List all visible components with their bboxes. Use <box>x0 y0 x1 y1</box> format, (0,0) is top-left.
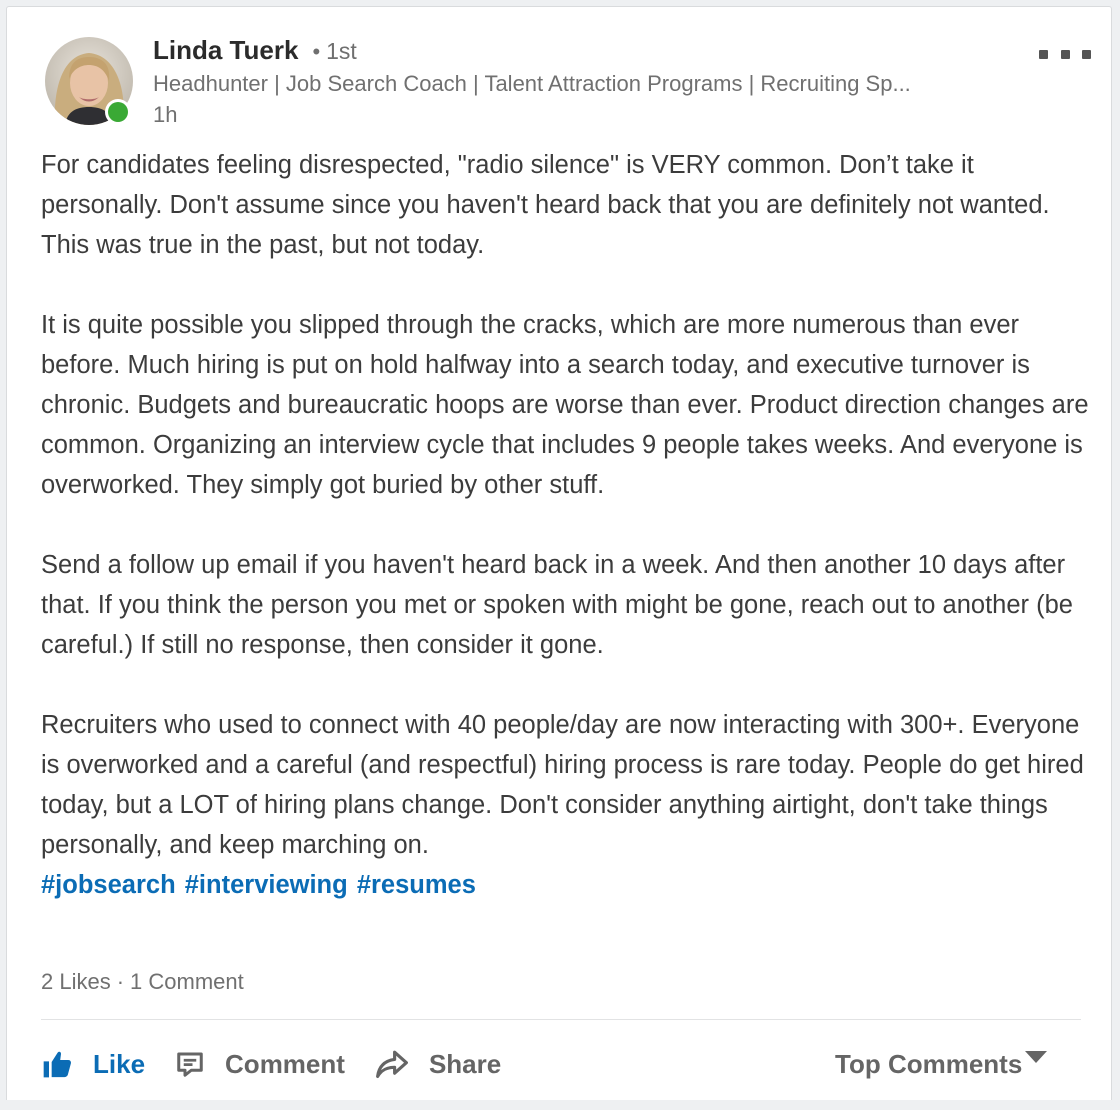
social-counts <box>41 969 244 995</box>
hashtag-link-interviewing[interactable]: #interviewing <box>184 871 348 899</box>
feed-gap <box>6 1100 1112 1110</box>
post-options-button[interactable] <box>1039 43 1091 65</box>
connection-degree: 1st <box>326 38 357 64</box>
overflow-menu-icon <box>1082 50 1091 59</box>
post-paragraph: Send a follow up email if you haven't heard back in a week. And then another 10 days after that. If you think the person you met or spoken with might be gone, reach out to another (be careful.) If still no response, then consider it gone. <box>41 551 1073 659</box>
overflow-menu-icon <box>1061 50 1070 59</box>
comments-sort-dropdown[interactable] <box>835 1044 1048 1084</box>
comments-count[interactable]: 1 Comment <box>130 969 244 994</box>
share-button[interactable] <box>375 1049 501 1080</box>
sort-label: Top Comments <box>835 1048 1023 1079</box>
like-button[interactable] <box>41 1048 145 1080</box>
hashtag-link-resumes[interactable]: #resumes <box>356 871 476 899</box>
author-headline: Headhunter | Job Search Coach | Talent Attraction Programs | Recruiting Sp... <box>153 71 911 96</box>
post-paragraph-last <box>41 705 1093 905</box>
online-status-dot <box>108 102 128 122</box>
comment-icon <box>175 1049 205 1079</box>
overflow-menu-icon <box>1039 50 1048 59</box>
counts-separator: · <box>116 969 125 994</box>
post-timestamp: 1h <box>153 102 178 127</box>
post-paragraph: For candidates feeling disrespected, "radio silence" is VERY common. Don’t take it personally. Don't assume since you haven't heard back that you are definitely not wanted. This was true in the past, but not today. <box>41 151 1050 259</box>
likes-count[interactable]: 2 Likes <box>41 969 111 994</box>
share-arrow-icon <box>375 1049 409 1079</box>
caret-down-icon <box>1024 1050 1048 1064</box>
like-label: Like <box>93 1048 146 1079</box>
post-text <box>41 145 1093 905</box>
post-card <box>6 6 1112 1110</box>
post-actions-bar <box>41 1039 531 1089</box>
post-paragraph: It is quite possible you slipped through the cracks, which are more numerous than ever before. Much hiring is put on hold halfway into a search today, and executive turnover is chronic. Budgets and bureaucratic hoops are worse than ever. Product direction changes are common. Organizing an interview cycle that includes 9 people takes weeks. And everyone is overworked. They simply got buried by other stuff. <box>41 311 1089 499</box>
comment-button[interactable] <box>175 1049 345 1080</box>
degree-separator: • <box>312 39 321 64</box>
presence-indicator <box>105 99 131 125</box>
hashtag-list <box>41 871 478 899</box>
share-label: Share <box>428 1048 502 1079</box>
actions-divider <box>41 1019 1081 1020</box>
comment-label: Comment <box>225 1048 345 1079</box>
hashtag-link-jobsearch[interactable]: #jobsearch <box>41 871 176 899</box>
thumbs-up-icon <box>41 1048 73 1080</box>
post-paragraph-text: Recruiters who used to connect with 40 people/day are now interacting with 300+. Everyone is overworked and a careful (and respectful) hiring process is rare today. People do get hired today, but a LOT of hiring plans change. Don't consider anything airtight, don't take things personally, and keep marching on. <box>41 711 1084 859</box>
author-name[interactable]: Linda Tuerk <box>153 35 299 65</box>
author-name-row <box>153 35 357 69</box>
